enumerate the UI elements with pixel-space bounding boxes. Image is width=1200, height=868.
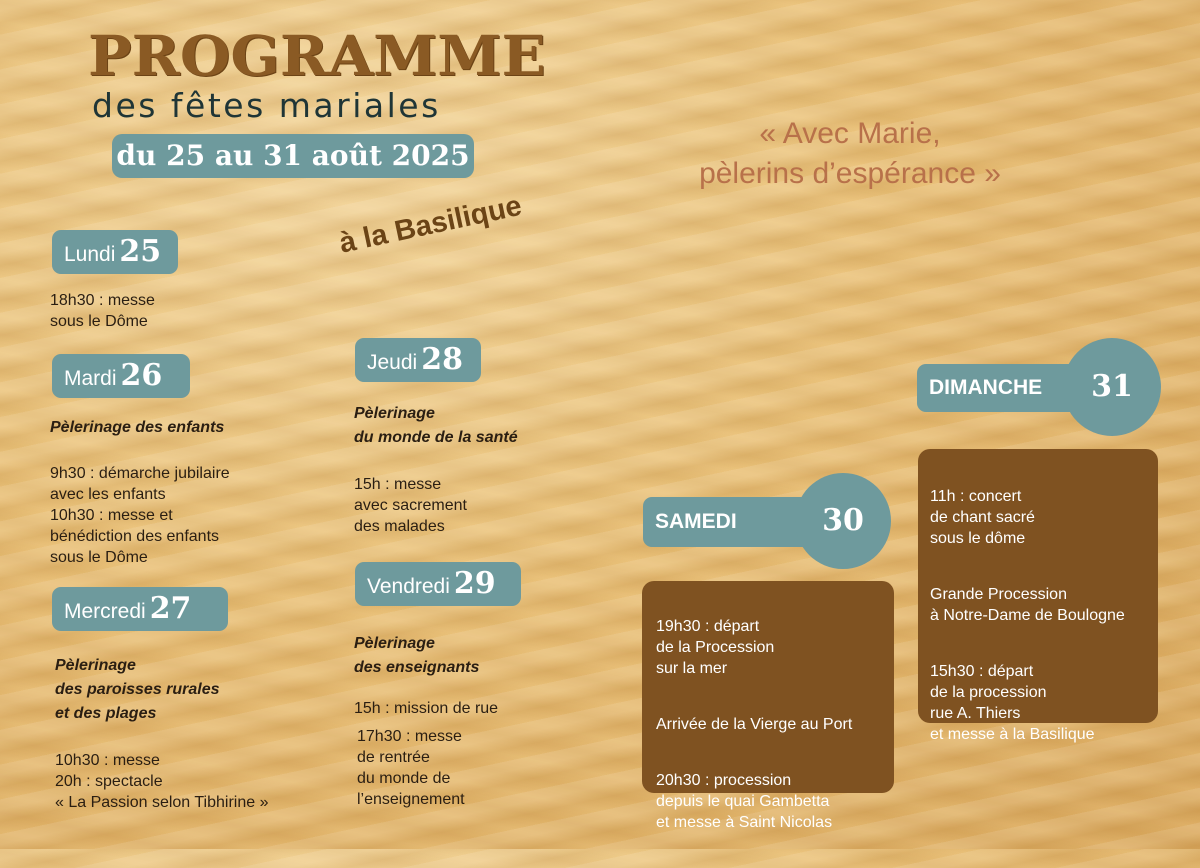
location-label: à la Basilique	[336, 189, 525, 260]
day-number: 28	[421, 342, 463, 377]
day-number-circle-dimanche: 31	[1063, 338, 1161, 436]
jeudi-schedule: 15h : messe avec sacrement des malades	[354, 476, 467, 535]
vendredi-pilgrimage: Pèlerinage des enseignants	[354, 635, 480, 676]
samedi-item-1: 19h30 : départ de la Procession sur la mer	[656, 618, 775, 677]
theme-quote	[640, 114, 1060, 194]
vendredi-schedule-2: 17h30 : messe de rentrée du monde de l’enseignement	[357, 728, 465, 808]
quote-line-1: « Avec Marie,	[759, 117, 941, 150]
day-name: Jeudi	[367, 351, 418, 374]
mardi-pilgrimage: Pèlerinage des enfants	[50, 419, 225, 436]
day-number-circle-samedi: 30	[795, 473, 891, 569]
quote-line-2: pèlerins d’espérance »	[699, 157, 1001, 190]
date-banner: du 25 au 31 août 2025	[112, 134, 474, 178]
dimanche-item-1: 11h : concert de chant sacré sous le dôme	[930, 488, 1035, 547]
day-number: 26	[120, 358, 163, 393]
dimanche-item-2: Grande Procession à Notre-Dame de Boulogne	[930, 586, 1125, 624]
day-name: Lundi	[64, 243, 116, 266]
day-number: 29	[453, 566, 496, 601]
dimanche-schedule-box	[918, 449, 1158, 743]
mercredi-schedule: 10h30 : messe 20h : spectacle « La Passion selon Tibhirine »	[55, 752, 269, 811]
page-title: PROGRAMME	[88, 23, 546, 89]
day-name: Mardi	[64, 367, 117, 390]
page-subtitle: des fêtes mariales	[92, 86, 441, 125]
day-name: DIMANCHE	[929, 376, 1043, 399]
day-name: Mercredi	[64, 600, 146, 623]
samedi-item-3: 20h30 : procession depuis le quai Gambetta et messe à Saint Nicolas	[656, 772, 833, 831]
vendredi-schedule-1: 15h : mission de rue	[354, 700, 499, 717]
jeudi-pilgrimage: Pèlerinage du monde de la santé	[354, 405, 518, 446]
mercredi-pilgrimage: Pèlerinage des paroisses rurales et des plages	[55, 657, 220, 722]
day-name: Vendredi	[367, 575, 450, 598]
day-number: 25	[119, 234, 162, 269]
day-name: SAMEDI	[655, 510, 737, 533]
day-pill-jeudi	[355, 338, 481, 382]
day-pill-lundi	[52, 230, 178, 274]
mardi-schedule: 9h30 : démarche jubilaire avec les enfants 10h30 : messe et bénédiction des enfants sous le Dôme	[50, 465, 230, 566]
day-pill-vendredi	[355, 562, 521, 606]
lundi-schedule: 18h30 : messe sous le Dôme	[50, 292, 155, 330]
day-pill-mercredi	[52, 587, 228, 631]
day-number: 27	[149, 591, 192, 626]
samedi-item-2: Arrivée de la Vierge au Port	[656, 716, 853, 733]
day-pill-mardi	[52, 354, 190, 398]
samedi-schedule-box	[642, 581, 894, 831]
dimanche-item-3: 15h30 : départ de la procession rue A. Thiers et messe à la Basilique	[930, 663, 1095, 743]
